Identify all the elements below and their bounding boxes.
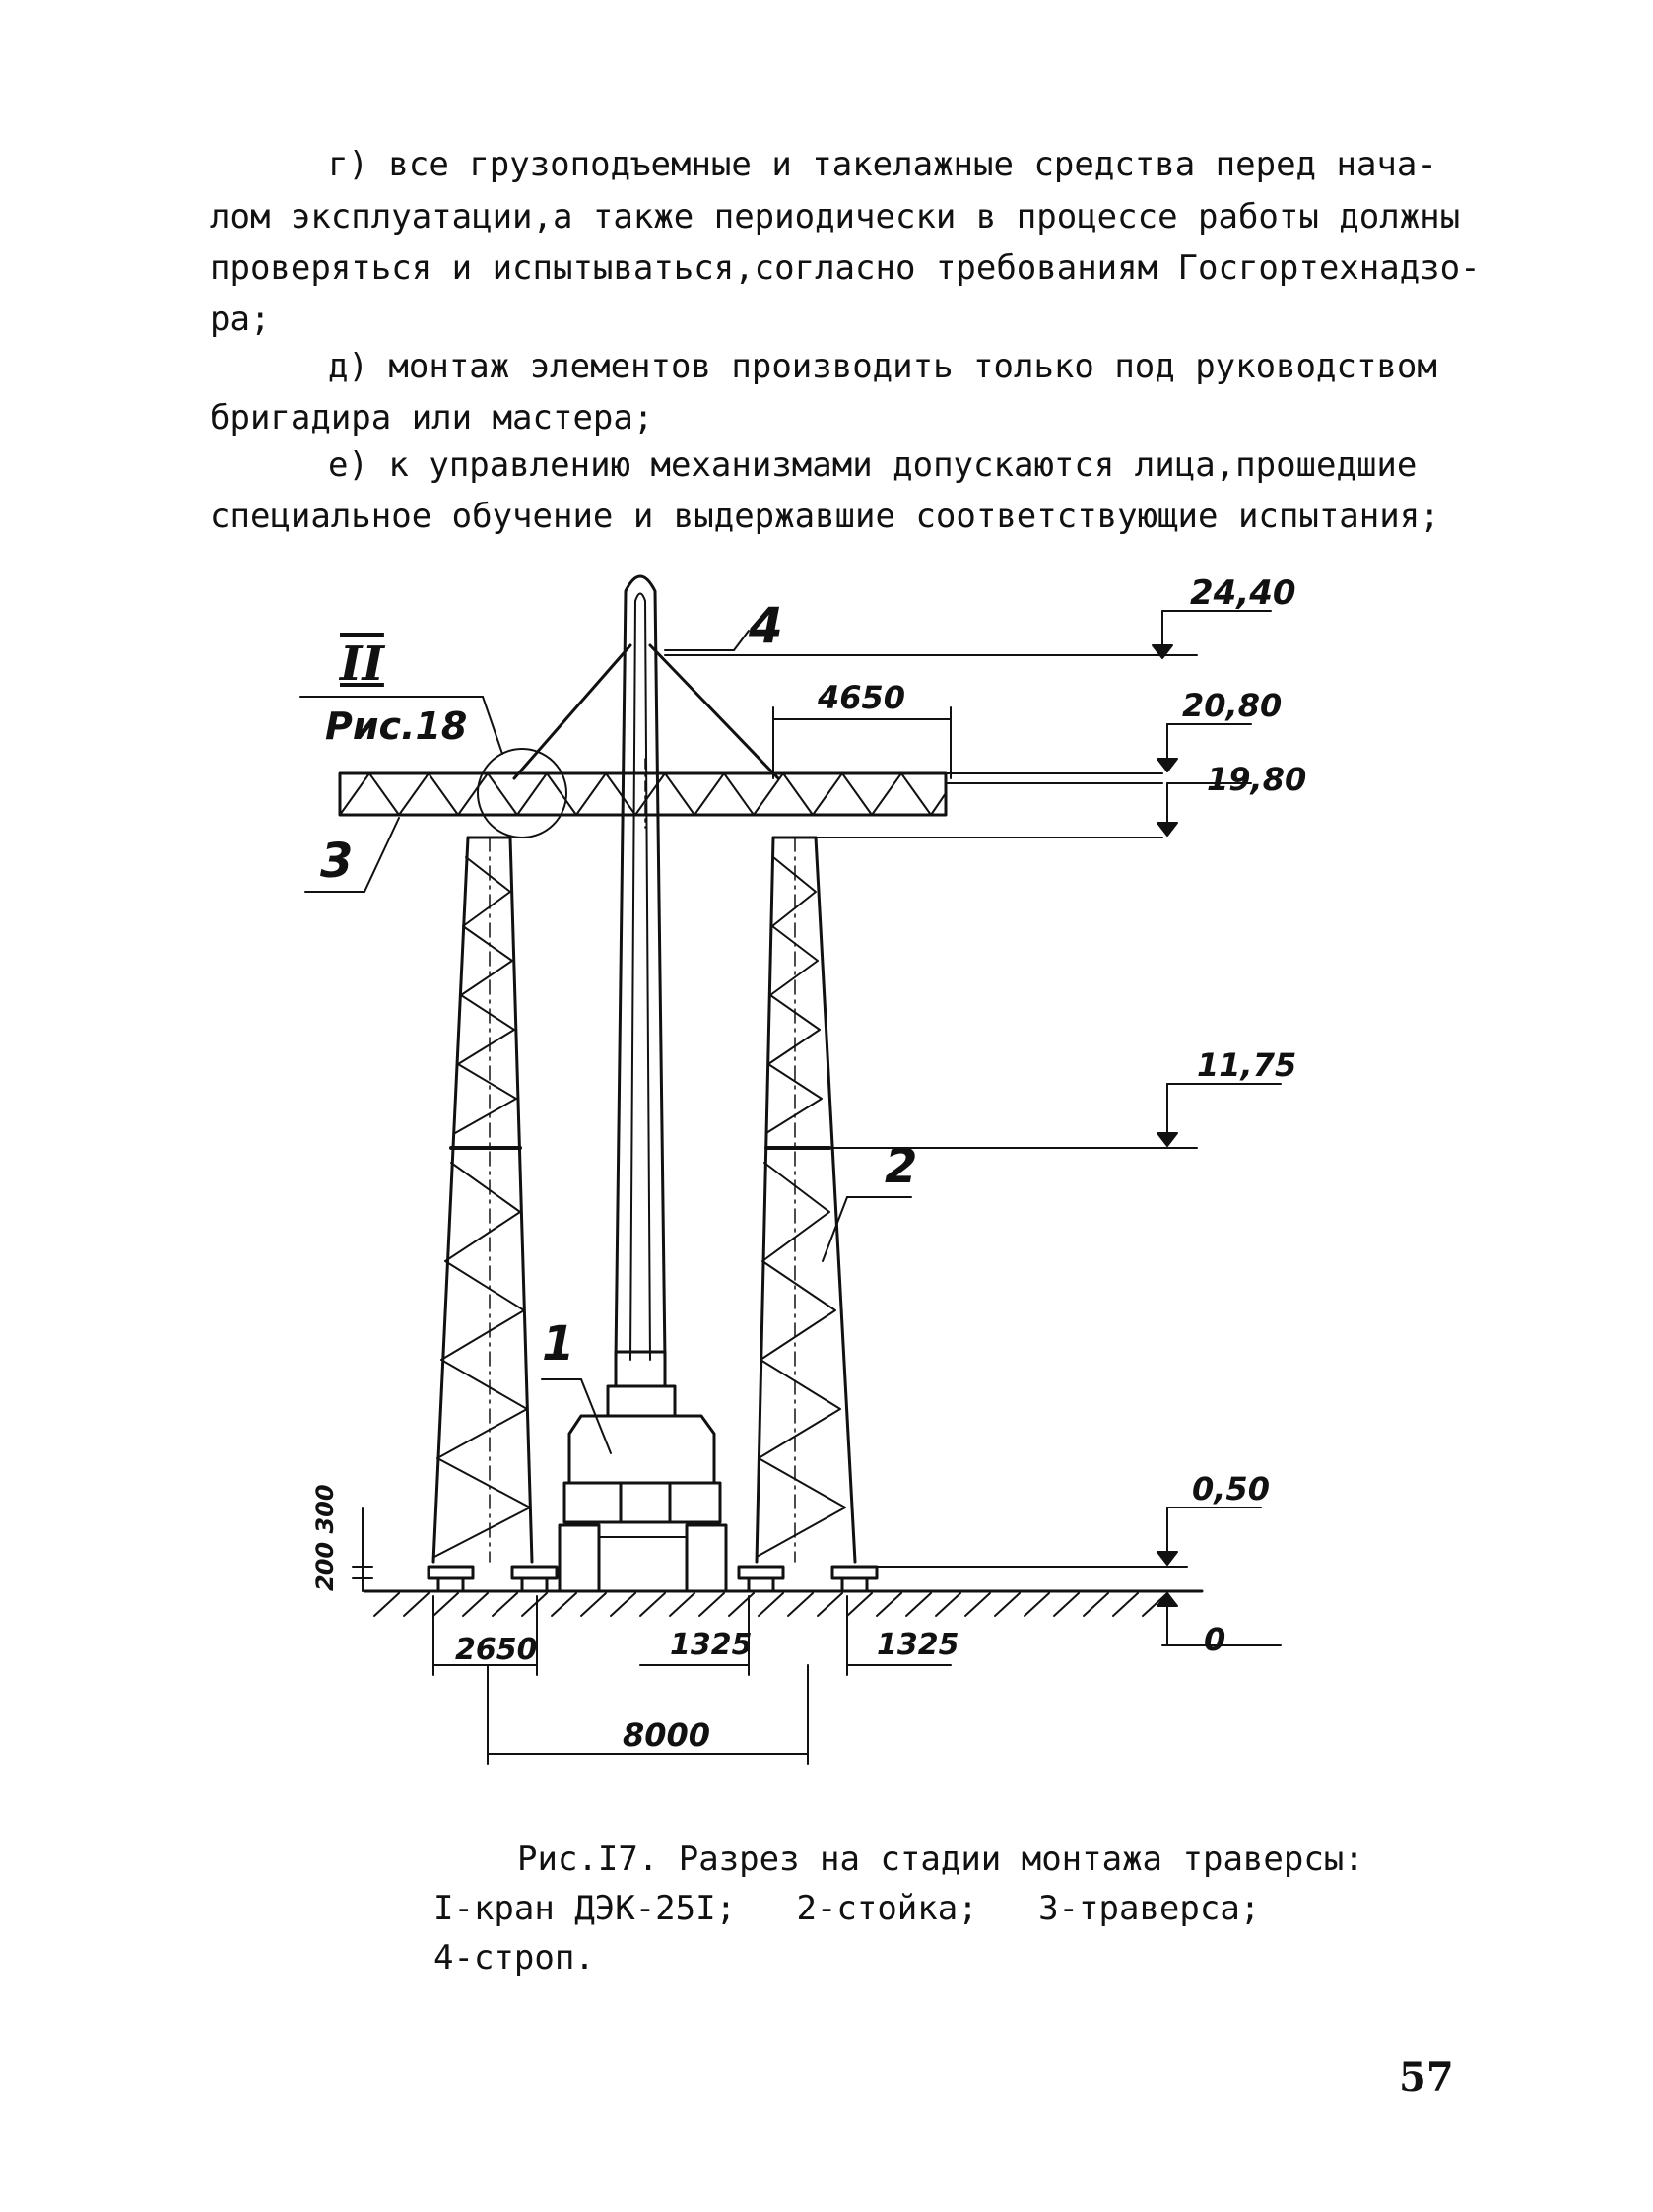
caption-line3: 4-строп. [433,1938,595,1977]
elevation-label-19-80: 19,80 [1207,761,1307,798]
traverse-truss [340,759,946,828]
elevation-label-20-80: 20,80 [1182,687,1283,724]
paragraph-e-line1: е) к управлению механизмами допускаются лица,прошедшие [328,445,1418,485]
paragraph-d-line1: д) монтаж элементов производить только под руководством [328,347,1437,386]
callout-1: 1 [542,1316,575,1372]
elevation-label-0-50: 0,50 [1192,1470,1270,1508]
paragraph-g-line1: г) все грузоподъемные и такелажные средства перед нача- [328,145,1437,184]
elevation-label-0: 0 [1204,1621,1226,1658]
paragraph-d-line2: бригадира или мастера; [210,398,654,437]
paragraph-g-line3: проверяться и испытываться,согласно требованиям Госгортехнадзо- [210,248,1481,288]
detail-roman-numeral: II [340,637,384,692]
callout-leaders [305,631,911,1453]
ground-hatching [374,1593,1167,1616]
callout-3: 3 [320,834,354,889]
right-column [757,838,855,1562]
dimension-label-vertical: 200 300 [311,1484,339,1591]
left-column [433,838,532,1562]
base-plates [429,1567,877,1591]
dimension-label-2650: 2650 [455,1633,538,1667]
crane-boom [616,576,665,1360]
paragraph-e-line2: специальное обучение и выдержавшие соответствующие испытания; [210,497,1440,536]
dimension-label-8000: 8000 [623,1716,711,1754]
callout-2: 2 [885,1139,918,1194]
dimension-label-1325-right: 1325 [877,1628,959,1662]
caption-line2: I-кран ДЭК-25I; 2-стойка; 3-траверса; [433,1889,1261,1928]
caption-line1: Рис.I7. Разрез на стадии монтажа траверсы: [517,1840,1364,1879]
page-number: 57 [1399,2054,1454,2101]
paragraph-g-line4: ра; [210,300,271,339]
dimension-label-4650: 4650 [818,679,906,716]
callout-4: 4 [749,597,783,654]
elevation-label-24-40: 24,40 [1190,573,1296,613]
detail-circle [478,749,566,838]
dimension-label-1325-mid: 1325 [670,1628,753,1662]
elevation-label-11-75: 11,75 [1197,1046,1297,1084]
detail-figure-reference: Рис.18 [325,704,468,748]
paragraph-g-line2: лом эксплуатации,а также периодически в процессе работы должны [210,197,1461,236]
